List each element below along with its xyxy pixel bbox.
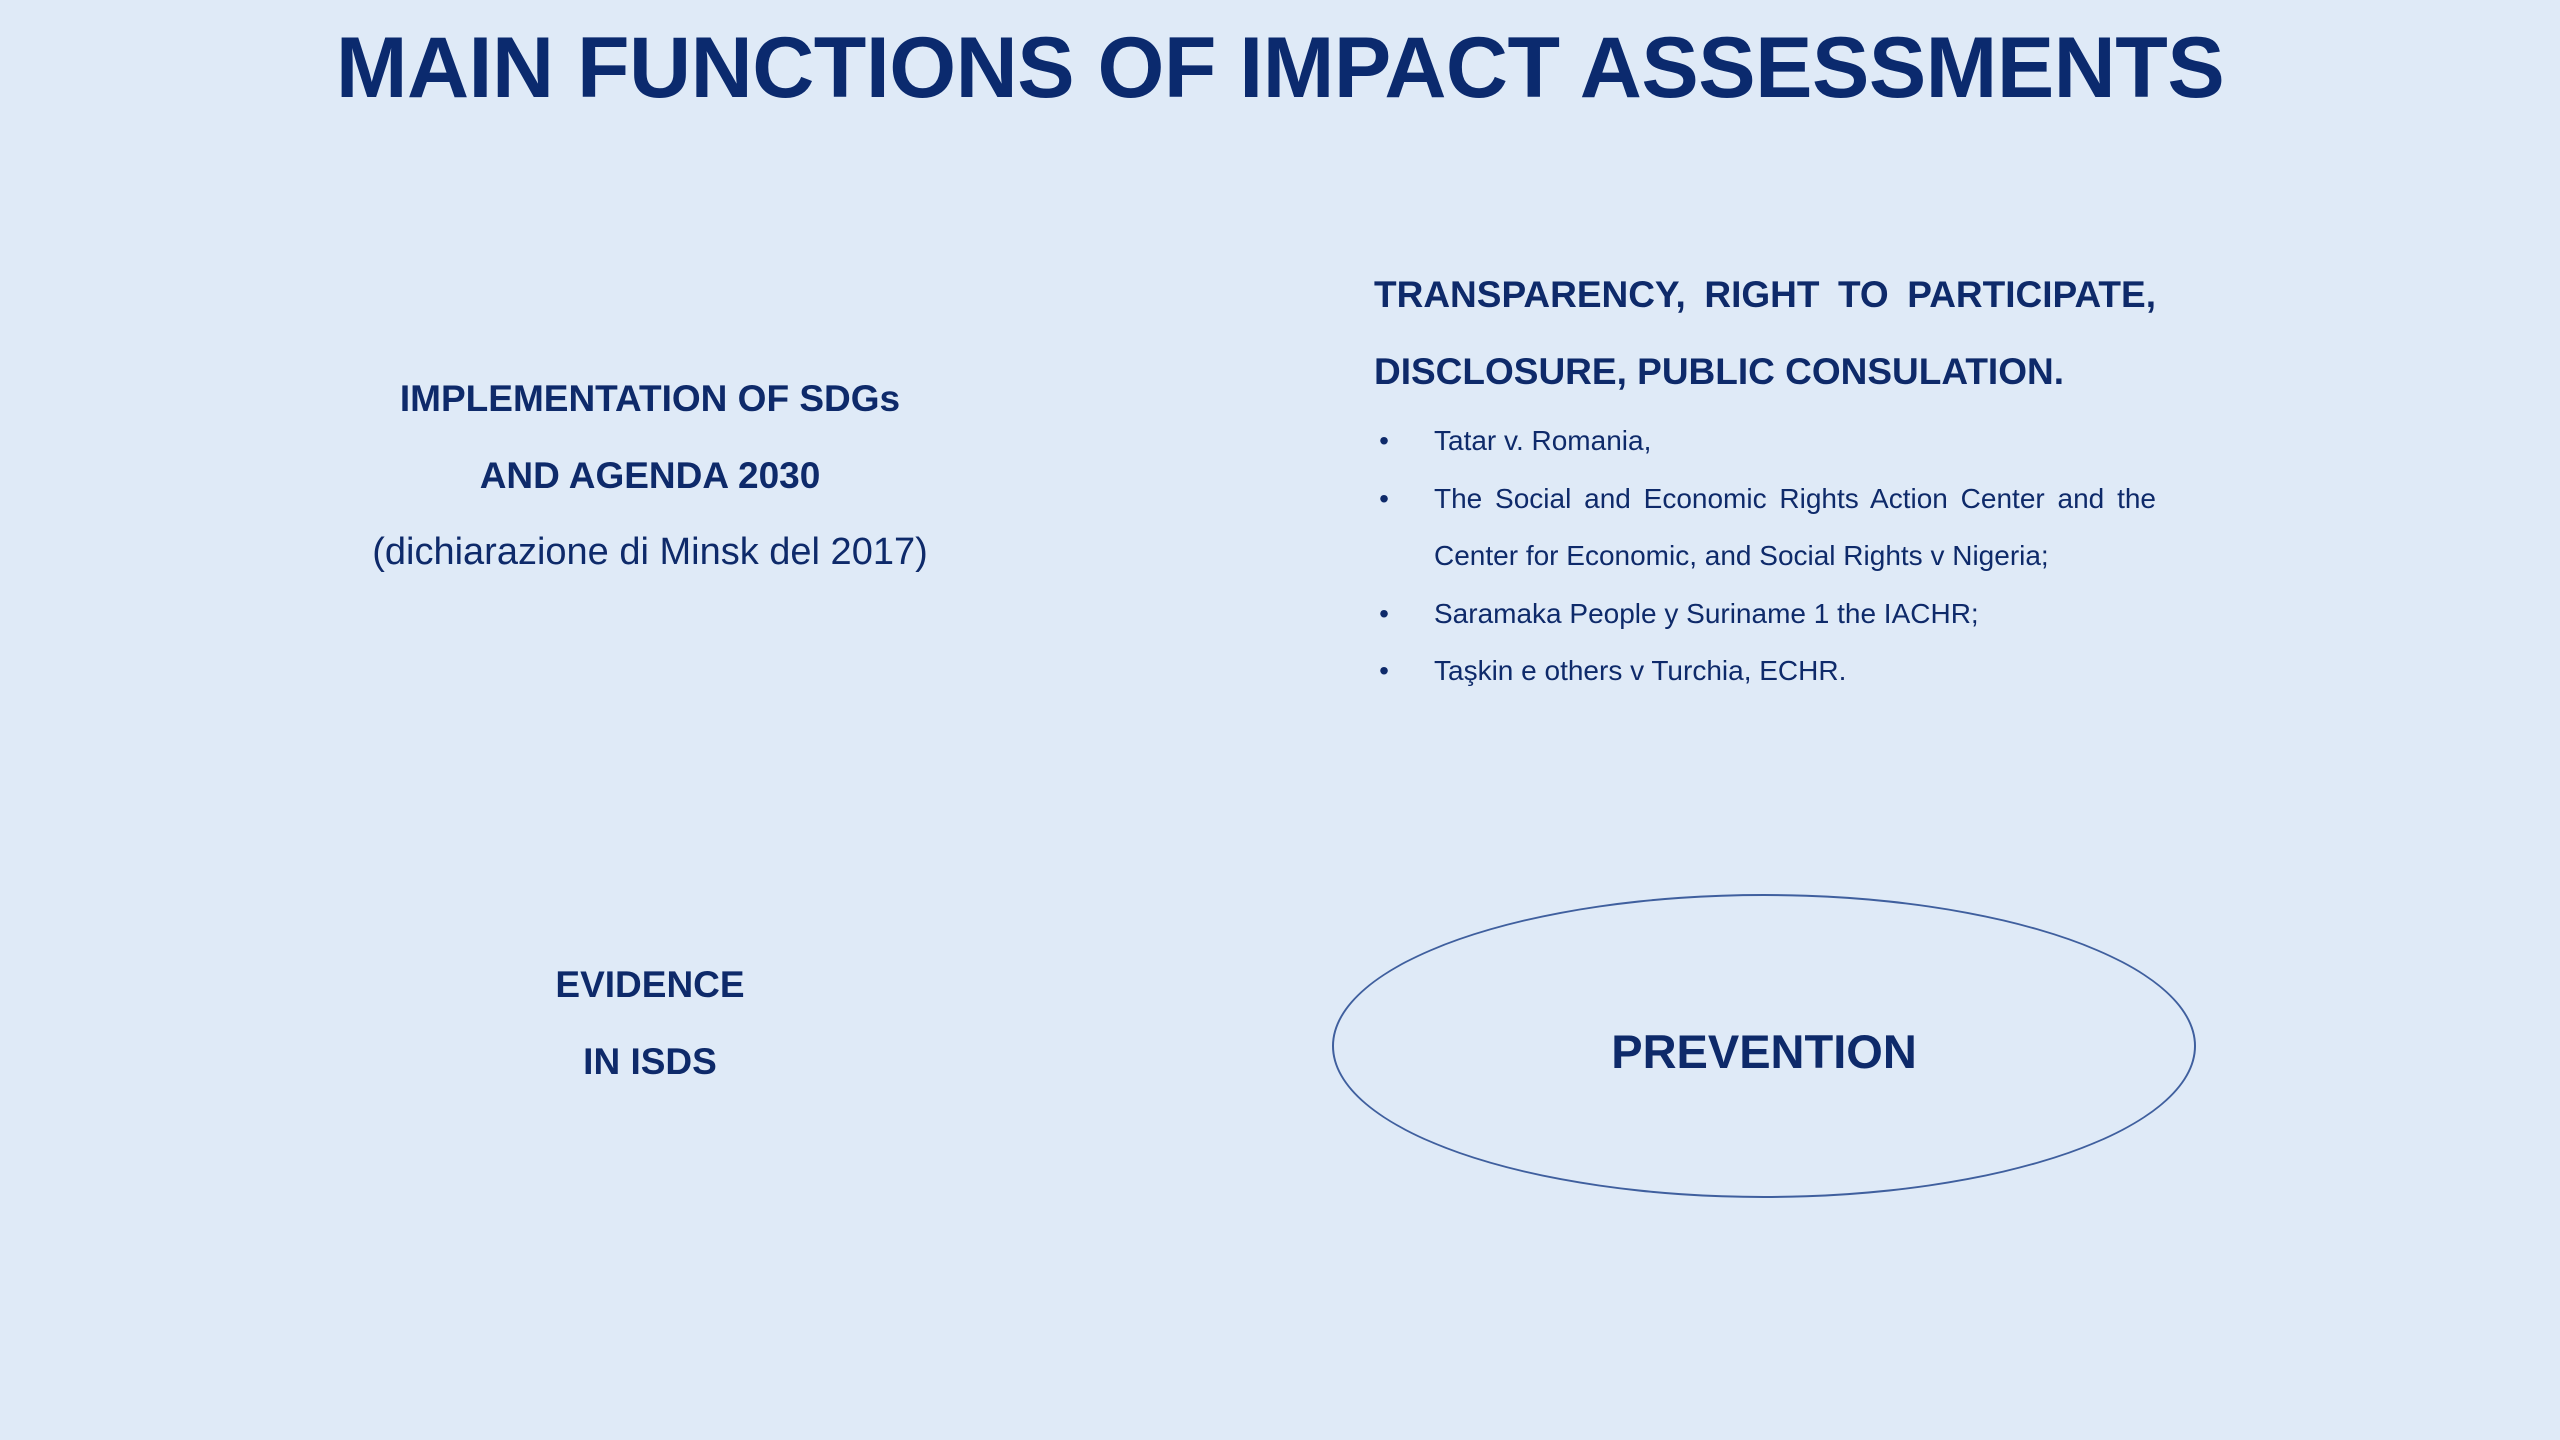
transparency-heading-line-2: DISCLOSURE, PUBLIC CONSULATION. — [1374, 351, 2064, 392]
case-text: Taşkin e others v Turchia, ECHR. — [1434, 655, 1847, 686]
case-text: Saramaka People y Suriname 1 the IACHR; — [1434, 597, 1979, 629]
minsk-declaration-note: (dichiarazione di Minsk del 2017) — [372, 531, 928, 573]
evidence-line-1: EVIDENCE — [555, 964, 745, 1005]
sdg-line-2: AND AGENDA 2030 — [479, 455, 821, 496]
case-text: The Social and Economic Rights Action Center and the Center for Economic, and Social Rights v Nigeria; — [1434, 482, 2156, 571]
bullet-icon: • — [1379, 597, 1389, 629]
bullet-icon: • — [1379, 655, 1389, 686]
transparency-heading-line-1: TRANSPARENCY, RIGHT TO PARTICIPATE, — [1374, 274, 2156, 315]
sdg-block — [300, 360, 1000, 591]
transparency-block — [1374, 256, 2156, 700]
case-list — [1374, 412, 2156, 700]
prevention-ellipse — [1332, 894, 2196, 1198]
sdg-line-1: IMPLEMENTATION OF SDGs — [399, 378, 901, 419]
case-item-serac — [1374, 470, 2156, 585]
slide-title: MAIN FUNCTIONS OF IMPACT ASSESSMENTS — [335, 20, 2225, 116]
case-item-taskin — [1374, 642, 2156, 700]
prevention-label: PREVENTION — [1611, 1024, 1917, 1078]
case-item-saramaka — [1374, 585, 2156, 643]
evidence-block — [300, 946, 1000, 1100]
bullet-icon: • — [1379, 482, 1389, 514]
bullet-icon: • — [1379, 425, 1389, 456]
case-text: Tatar v. Romania, — [1434, 425, 1652, 456]
case-item-tatar — [1374, 412, 2156, 470]
evidence-line-2: IN ISDS — [583, 1041, 717, 1082]
